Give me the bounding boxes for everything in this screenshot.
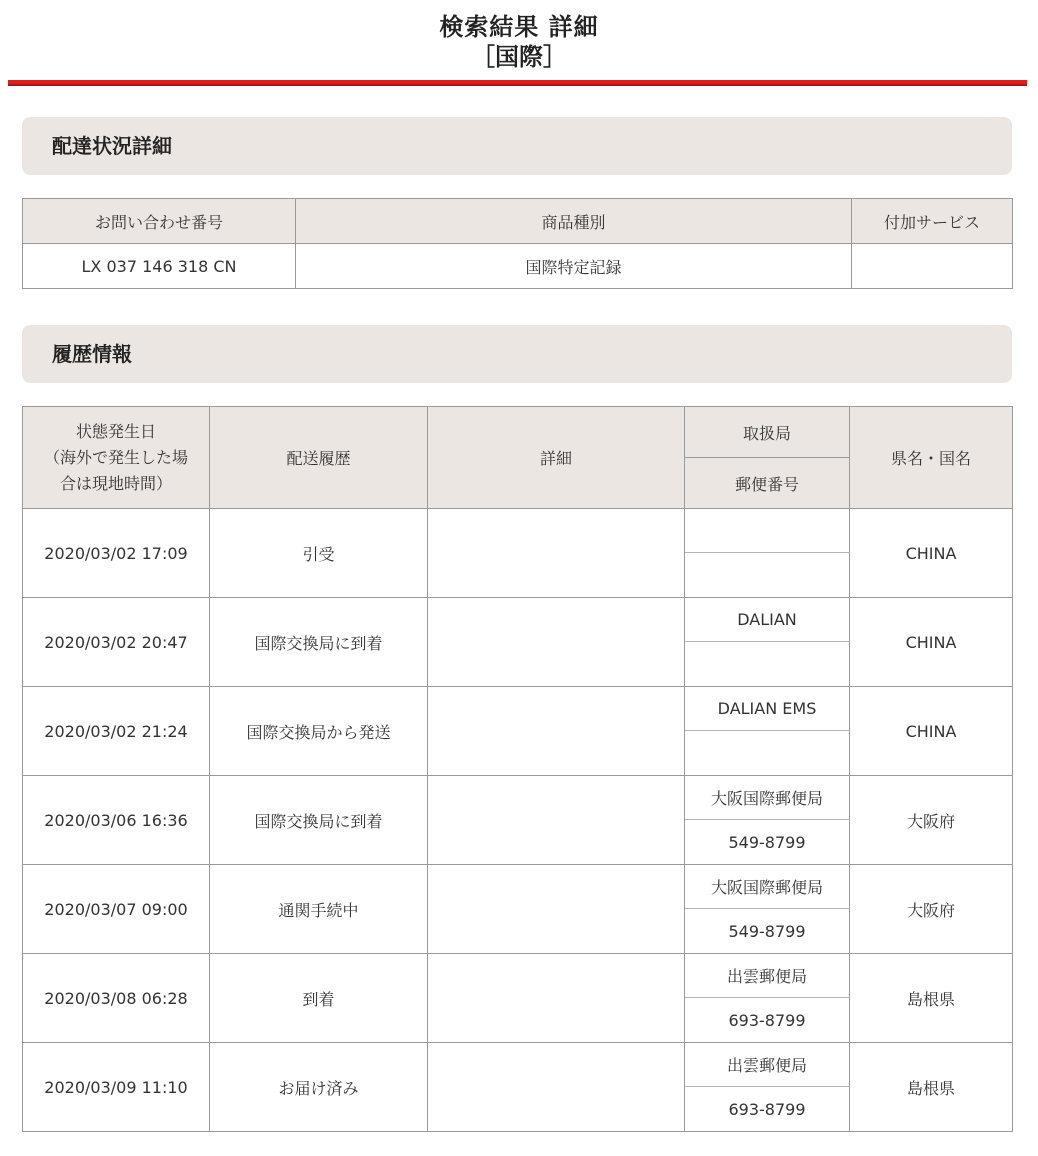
column-header-postcode: 郵便番号 <box>685 458 850 509</box>
history-row <box>23 598 1013 642</box>
history-office-cell: 出雲郵便局 <box>685 1043 850 1087</box>
history-office-cell: 大阪国際郵便局 <box>685 865 850 909</box>
history-region-cell: CHINA <box>850 687 1013 776</box>
history-row <box>23 1043 1013 1087</box>
history-event-cell: 通関手続中 <box>210 865 428 954</box>
column-header-product-type: 商品種別 <box>296 199 852 244</box>
history-region-cell: 島根県 <box>850 1043 1013 1132</box>
history-detail-cell <box>428 598 685 687</box>
history-detail-cell <box>428 509 685 598</box>
history-postcode-cell: 693-8799 <box>685 1087 850 1132</box>
history-postcode-cell: 549-8799 <box>685 820 850 865</box>
history-event-cell: 到着 <box>210 954 428 1043</box>
history-heading-label: 履歴情報 <box>52 342 132 366</box>
history-event-cell: 引受 <box>210 509 428 598</box>
history-event-cell: 国際交換局に到着 <box>210 598 428 687</box>
history-body <box>23 509 1013 1132</box>
column-header-extra-service: 付加サービス <box>852 199 1013 244</box>
history-region-cell: 大阪府 <box>850 776 1013 865</box>
history-date-cell: 2020/03/02 21:24 <box>23 687 210 776</box>
column-header-date-line1: 状態発生日 <box>75 421 156 441</box>
history-date-cell: 2020/03/02 20:47 <box>23 598 210 687</box>
history-office-cell <box>685 509 850 553</box>
column-header-date <box>23 407 210 509</box>
column-header-date-line2: （海外で発生した場 <box>43 447 188 467</box>
history-event-cell: お届け済み <box>210 1043 428 1132</box>
history-postcode-cell <box>685 553 850 598</box>
history-row <box>23 687 1013 731</box>
delivery-status-table <box>22 198 1013 289</box>
history-date-cell: 2020/03/08 06:28 <box>23 954 210 1043</box>
extra-service-cell <box>852 244 1013 289</box>
history-date-cell: 2020/03/09 11:10 <box>23 1043 210 1132</box>
history-detail-cell <box>428 687 685 776</box>
history-postcode-cell: 693-8799 <box>685 998 850 1043</box>
history-row <box>23 954 1013 998</box>
history-region-cell: CHINA <box>850 509 1013 598</box>
history-region-cell: 大阪府 <box>850 865 1013 954</box>
history-office-cell: 出雲郵便局 <box>685 954 850 998</box>
delivery-status-row <box>23 244 1013 289</box>
page-header <box>0 0 1038 90</box>
history-event-cell: 国際交換局から発送 <box>210 687 428 776</box>
delivery-status-heading-label: 配達状況詳細 <box>52 134 172 158</box>
column-header-date-line3: 合は現地時間） <box>59 473 172 493</box>
history-region-cell: 島根県 <box>850 954 1013 1043</box>
delivery-status-header-row <box>23 199 1013 244</box>
history-detail-cell <box>428 865 685 954</box>
delivery-status-heading <box>22 117 1012 175</box>
column-header-detail: 詳細 <box>428 407 685 509</box>
history-date-cell: 2020/03/02 17:09 <box>23 509 210 598</box>
history-detail-cell <box>428 776 685 865</box>
tracking-number-cell: LX 037 146 318 CN <box>23 244 296 289</box>
column-header-tracking-number: お問い合わせ番号 <box>23 199 296 244</box>
history-office-cell: DALIAN <box>685 598 850 642</box>
history-postcode-cell: 549-8799 <box>685 909 850 954</box>
history-office-cell: 大阪国際郵便局 <box>685 776 850 820</box>
history-date-cell: 2020/03/06 16:36 <box>23 776 210 865</box>
history-heading <box>22 325 1012 383</box>
history-detail-cell <box>428 1043 685 1132</box>
history-row <box>23 776 1013 820</box>
history-row <box>23 509 1013 553</box>
column-header-event: 配送履歴 <box>210 407 428 509</box>
column-header-region: 県名・国名 <box>850 407 1013 509</box>
history-date-cell: 2020/03/07 09:00 <box>23 865 210 954</box>
history-region-cell: CHINA <box>850 598 1013 687</box>
product-type-cell: 国際特定記録 <box>296 244 852 289</box>
history-header-row <box>23 407 1013 458</box>
history-row <box>23 865 1013 909</box>
history-detail-cell <box>428 954 685 1043</box>
column-header-office: 取扱局 <box>685 407 850 458</box>
history-postcode-cell <box>685 642 850 687</box>
page-title: 検索結果 詳細 <box>439 13 599 41</box>
history-office-cell: DALIAN EMS <box>685 687 850 731</box>
page-subtitle: ［国際］ <box>471 43 567 71</box>
history-postcode-cell <box>685 731 850 776</box>
header-divider <box>8 80 1027 86</box>
history-table <box>22 406 1013 1132</box>
history-event-cell: 国際交換局に到着 <box>210 776 428 865</box>
